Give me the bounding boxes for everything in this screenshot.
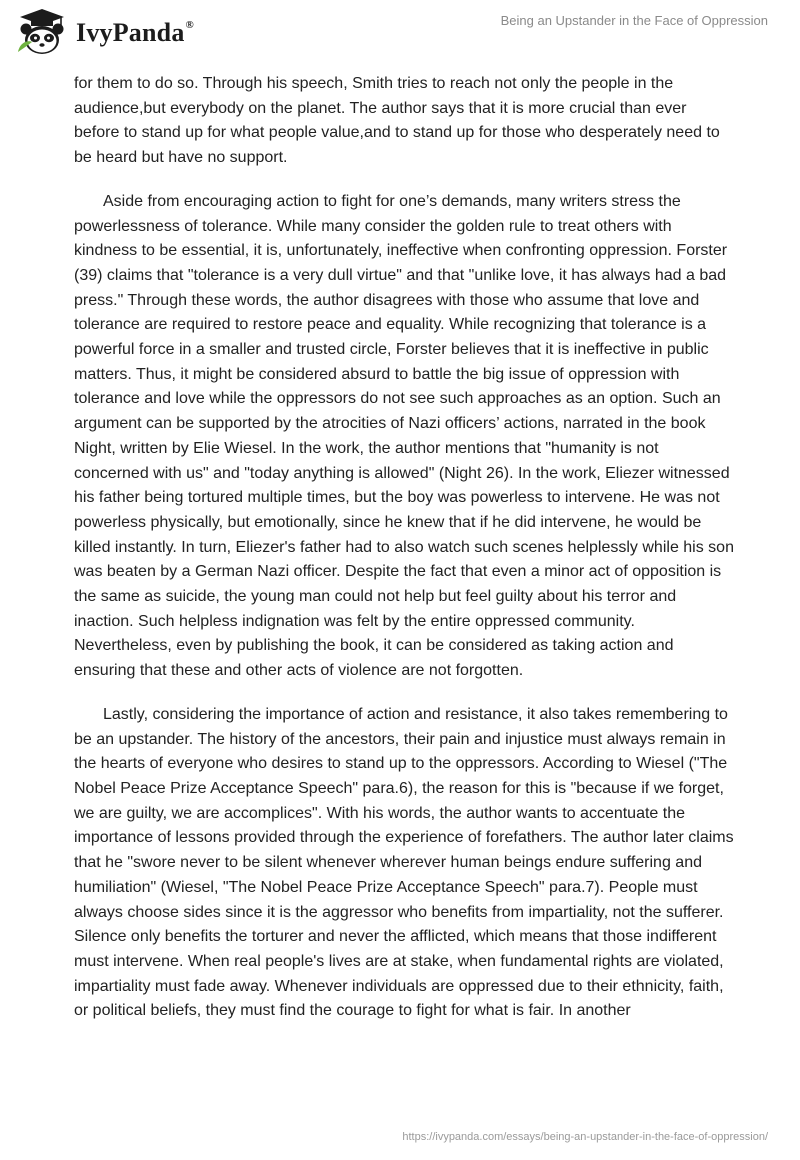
paragraph-2: Aside from encouraging action to fight for one’s demands, many writers stress the powerlessness of tolerance. While many consider the golden rule to treat others with kindness to be essential, it is, unfortunately, ineffective when confronting oppression. Forster (39) claims that "tolerance is a very dull virtue" and that "unlike love, it has always had a bad press." Through these words, the author disagrees with those who assume that love and tolerance are required to restore peace and equality. While recognizing that tolerance is a powerful force in a smaller and trusted circle, Forster believes that it is ineffective in public matters. Thus, it might be considered absurd to battle the big issue of oppression with tolerance and love while the oppressors do not see such approaches as an option. Such an argument can be supported by the atrocities of Nazi officers’ actions, narrated in the book Night, written by Elie Wiesel. In the work, the author mentions that "humanity is not concerned with us" and "today anything is allowed" (Night 26). In the work, Eliezer witnessed his father being tortured multiple times, but the boy was powerless to intervene. He was not powerless physically, but emotionally, since he knew that if he did intervene, he would be killed instantly. In turn, Eliezer's father had to also watch such scenes helplessly while his son was beaten by a German Nazi officer. Despite the fact that even a minor act of opposition is the same as suicide, the young man could not help but feel guilty about his terror and inaction. Such helpless indignation was felt by the entire oppressed community. Nevertheless, even by publishing the book, it can be considered as taking action and ensuring that these and other acts of violence are not forgotten.	[74, 192, 734, 680]
registered-mark: ®	[185, 19, 194, 32]
brand-logo[interactable]	[16, 8, 194, 56]
paragraph-1: for them to do so. Through his speech, Smith tries to reach not only the people in the audience,but everybody on the planet. The author says that it is more crucial than ever before to stand up for what people value,and to stand up for those who desperately need to be heard but have no support.	[74, 75, 720, 167]
document-title: Being an Upstander in the Face of Oppression	[500, 13, 768, 28]
source-url-link[interactable]: https://ivypanda.com/essays/being-an-upstander-in-the-face-of-oppression/	[402, 1131, 768, 1143]
essay-body	[74, 72, 734, 1043]
page-header	[0, 0, 800, 64]
graduate-panda-logo-icon	[16, 8, 68, 56]
paragraph-3: Lastly, considering the importance of action and resistance, it also takes remembering to be an upstander. The history of the ancestors, their pain and injustice must always remain in the hearts of everyone who desires to stand up to the oppressors. According to Wiesel ("The Nobel Peace Prize Acceptance Speech" para.6), the reason for this is "because if we forget, we are guilty, we are accomplices". With his words, the author wants to accentuate the importance of lessons provided through the experience of forefathers. The author later claims that he "swore never to be silent whenever wherever human beings endure suffering and humiliation" (Wiesel, "The Nobel Peace Prize Acceptance Speech" para.7). People must always choose sides since it is the aggressor who benefits from impartiality, not the sufferer. Silence only benefits the torturer and never the afflicted, which means that those indifferent must intervene. When real people's lives are at stake, when fundamental rights are violated, impartiality must fade away. Whenever individuals are oppressed due to their ethnicity, faith, or political beliefs, they must find the courage to fight for what is fair. In another	[74, 705, 734, 1020]
brand-name: IvyPanda®	[76, 18, 194, 47]
